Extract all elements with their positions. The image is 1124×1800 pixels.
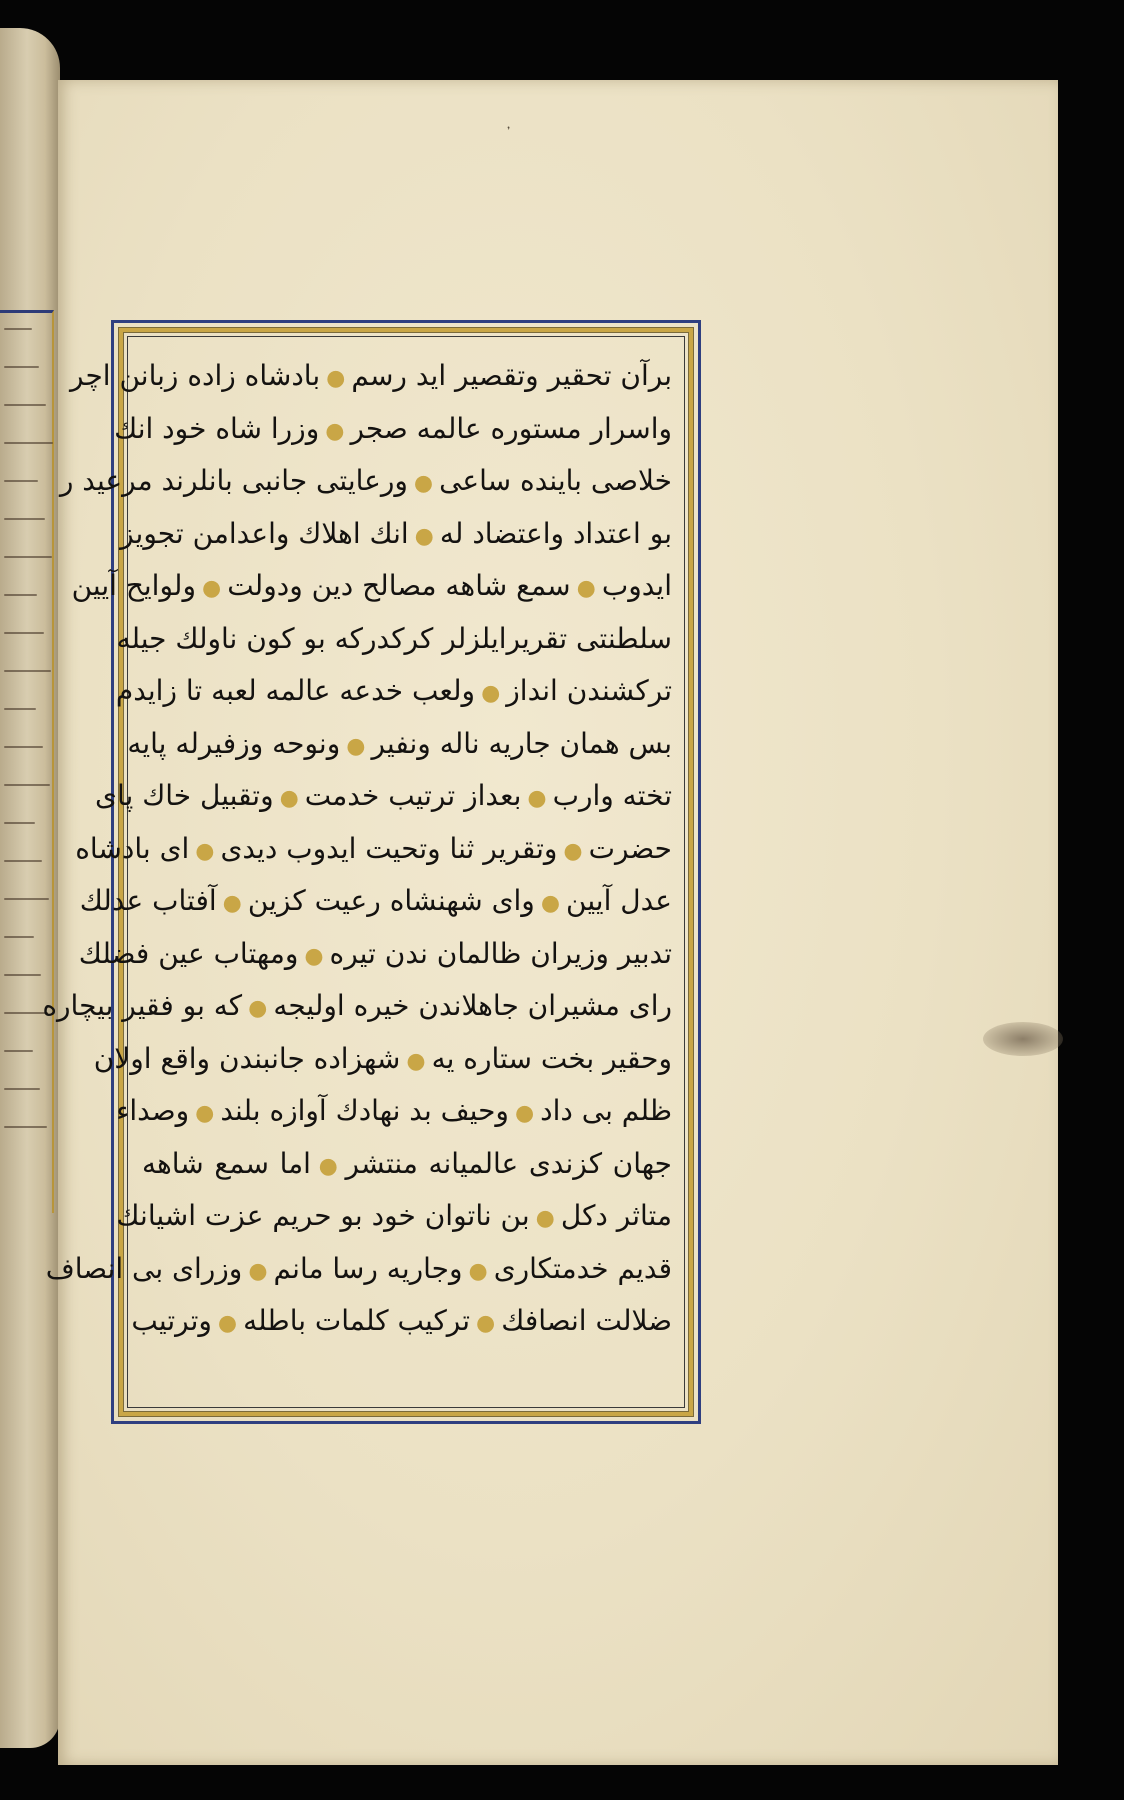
text-segment: قدیم خدمتکاری <box>493 1251 672 1285</box>
adjacent-page-text-stroke <box>4 404 46 406</box>
text-segment: وحیف بد نهادك آوازه بلند <box>220 1094 509 1127</box>
adjacent-page-text-stroke <box>4 1050 33 1052</box>
text-segment: ایدوب <box>601 569 672 602</box>
text-segment: سمع شاهه مصالح دین ودولت <box>227 569 571 602</box>
gold-dot-icon: ● <box>248 996 268 1021</box>
gold-dot-icon: ● <box>217 1311 238 1336</box>
paper-stain <box>983 1022 1063 1056</box>
adjacent-page-text-stroke <box>4 670 51 672</box>
text-segment: ترکشندن انداز <box>506 674 672 707</box>
text-segment: وصداء <box>116 1094 190 1127</box>
text-segment: که بو فقیر بیچاره <box>42 989 243 1022</box>
adjacent-page-text-stroke <box>4 1126 47 1128</box>
text-segment: ای بادشاه <box>75 831 190 865</box>
gold-dot-icon: ● <box>279 786 299 811</box>
text-segment: حضرت <box>588 831 672 865</box>
text-segment: وترتیب <box>131 1304 212 1337</box>
adjacent-page-text-stroke <box>4 328 32 330</box>
adjacent-page-text-stroke <box>4 594 37 596</box>
gold-dot-icon: ● <box>527 786 547 811</box>
text-line-4 <box>120 508 672 561</box>
text-line-17 <box>116 1190 672 1243</box>
text-segment: وحقیر بخت ستاره یه <box>431 1041 672 1075</box>
gold-dot-icon: ● <box>195 1101 215 1126</box>
adjacent-page-text-stroke <box>4 632 44 634</box>
text-segment: برآن تحقیر وتقصیر اید رسم <box>351 359 672 392</box>
text-segment: اما سمع شاهه <box>142 1146 311 1180</box>
text-line-5 <box>71 560 672 613</box>
text-segment: وزرا شاه خود انك <box>114 411 320 445</box>
adjacent-page-text-stroke <box>4 518 45 520</box>
text-segment: وتقریر ثنا وتحیت ایدوب دیدی <box>220 831 558 865</box>
adjacent-page-frame <box>0 310 54 1213</box>
text-segment: بس همان جاریه ناله ونفیر <box>371 726 672 760</box>
text-segment: متاثر دکل <box>560 1199 672 1232</box>
gold-dot-icon: ● <box>540 891 561 916</box>
gold-dot-icon: ● <box>346 733 366 759</box>
text-segment: وزرای بی انصاف <box>45 1251 243 1285</box>
gold-dot-icon: ● <box>201 576 222 601</box>
gold-dot-icon: ● <box>514 1101 535 1126</box>
adjacent-page-text-stroke <box>4 1088 40 1090</box>
gold-dot-icon: ● <box>222 891 242 916</box>
gold-dot-icon: ● <box>326 366 346 391</box>
text-segment: جهان کزندی عالمیانه منتشر <box>345 1146 672 1180</box>
text-segment: بعداز ترتیب خدمت <box>304 779 522 812</box>
adjacent-page-text-stroke <box>4 366 39 368</box>
text-segment: ترکیب کلمات باطله <box>243 1304 471 1337</box>
text-segment: تدبیر وزیران ظالمان ندن تیره <box>329 936 672 970</box>
text-segment: ولعب خدعه عالمه لعبه تا زایدم <box>115 674 476 707</box>
text-line-18 <box>45 1243 672 1296</box>
text-segment: رای مشیران جاهلاندن خیره اولیجه <box>273 989 672 1022</box>
gold-dot-icon: ● <box>248 1258 268 1284</box>
gold-dot-icon: ● <box>535 1206 555 1231</box>
gold-dot-icon: ● <box>304 943 324 969</box>
text-segment: ظلم بی داد <box>540 1094 672 1127</box>
adjacent-page-text-stroke <box>4 974 41 976</box>
text-segment: ونوحه وزفیرله پایه <box>127 726 341 760</box>
adjacent-page-edge <box>0 28 60 1748</box>
text-segment: بن ناتوان خود بو حریم عزت اشیانك <box>116 1199 530 1232</box>
text-line-8 <box>127 718 672 771</box>
text-line-11 <box>79 875 672 928</box>
text-segment: وجاریه رسا مانم <box>273 1251 463 1285</box>
text-line-15 <box>116 1085 672 1138</box>
text-line-12 <box>78 928 672 981</box>
gold-dot-icon: ● <box>576 576 596 601</box>
text-line-19 <box>131 1295 672 1348</box>
text-segment: وای شهنشاه رعیت کزین <box>247 884 535 917</box>
gold-dot-icon: ● <box>476 1311 496 1336</box>
gold-dot-icon: ● <box>413 471 434 496</box>
adjacent-page-text-stroke <box>4 936 34 938</box>
adjacent-page-text-stroke <box>4 442 53 444</box>
text-segment: شهزاده جانبندن واقع اولان <box>93 1041 401 1075</box>
text-line-9 <box>95 770 672 823</box>
text-segment: بادشاه زاده زبانن اچر <box>70 359 321 392</box>
adjacent-page-text-stroke <box>4 898 49 900</box>
text-segment: ومهتاب عین فضلك <box>78 936 299 970</box>
text-line-13 <box>42 980 672 1033</box>
gold-dot-icon: ● <box>406 1048 426 1074</box>
text-segment: ولوایح آیین <box>71 569 196 602</box>
text-segment: انك اهلاك واعدامن تجویز <box>120 516 409 550</box>
text-line-6 <box>116 613 672 666</box>
gold-dot-icon: ● <box>316 1153 340 1179</box>
gold-dot-icon: ● <box>195 838 215 864</box>
adjacent-page-text-stroke <box>4 480 38 482</box>
text-segment: تخته وارب <box>552 779 672 812</box>
text-line-7 <box>115 665 672 718</box>
text-line-16 <box>142 1138 672 1191</box>
manuscript-text-block <box>42 350 672 1400</box>
adjacent-page-text-stroke <box>4 556 52 558</box>
gold-dot-icon: ● <box>468 1258 488 1284</box>
text-line-2 <box>114 403 672 456</box>
text-segment: وتقبیل خاك پای <box>95 779 274 812</box>
text-segment: عدل آیین <box>566 884 672 917</box>
text-line-3 <box>59 455 672 508</box>
text-segment: آفتاب عدلك <box>79 884 217 917</box>
text-segment: ورعایتی جانبی بانلرند مرعید ر <box>59 464 408 497</box>
gold-dot-icon: ● <box>325 418 345 444</box>
adjacent-page-text-stroke <box>4 708 36 710</box>
text-segment: سلطنتی تقریرایلزلر کرکدرکه بو کون ناولك جیله <box>116 621 672 655</box>
text-segment: بو اعتداد واعتضاد له <box>439 516 672 550</box>
adjacent-page-text-stroke <box>4 746 43 748</box>
gold-dot-icon: ● <box>414 523 434 549</box>
text-line-10 <box>75 823 672 876</box>
text-segment: ضلالت انصافك <box>501 1304 672 1337</box>
adjacent-page-text-stroke <box>4 784 50 786</box>
gold-dot-icon: ● <box>481 681 501 706</box>
adjacent-page-text-stroke <box>4 822 35 824</box>
text-line-14 <box>93 1033 672 1086</box>
gold-dot-icon: ● <box>563 838 583 864</box>
adjacent-page-text-stroke <box>4 860 42 862</box>
text-line-1 <box>70 350 672 403</box>
ink-speck: ᾿ <box>505 126 512 142</box>
text-segment: خلاصی باینده ساعی <box>439 464 672 497</box>
text-segment: واسرار مستوره عالمه صجر <box>350 411 672 445</box>
